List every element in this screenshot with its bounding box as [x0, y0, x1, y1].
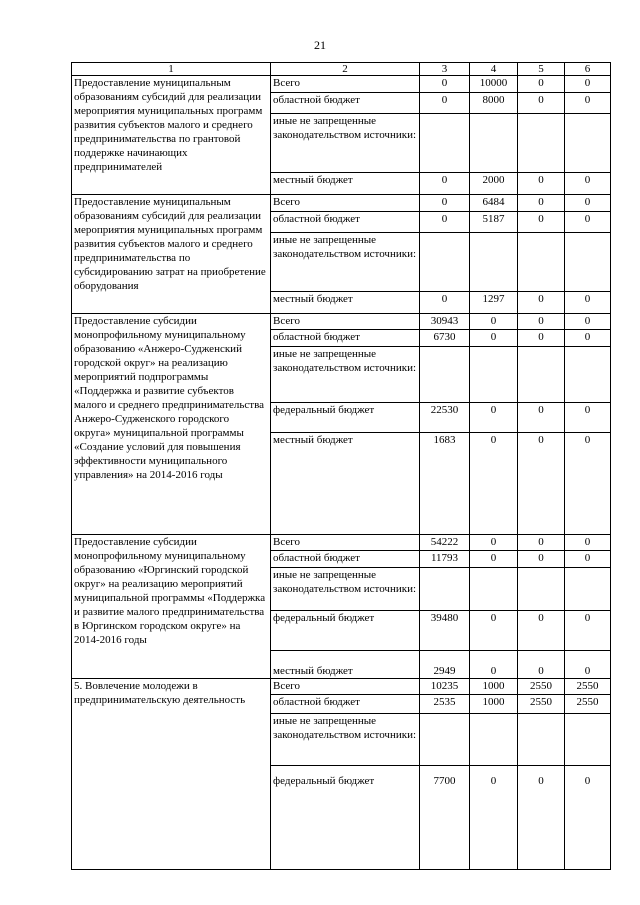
funding-source: местный бюджет — [271, 173, 420, 195]
funding-source: областной бюджет — [271, 93, 420, 114]
funding-source: федеральный бюджет — [271, 611, 420, 651]
table-row — [72, 535, 611, 551]
value-cell: 0 — [518, 403, 565, 433]
value-cell: 0 — [470, 551, 518, 568]
value-cell: 30943 — [420, 314, 470, 330]
table-row — [72, 314, 611, 330]
value-cell — [565, 233, 611, 292]
value-cell — [565, 114, 611, 173]
value-cell: 0 — [518, 766, 565, 870]
value-cell — [420, 568, 470, 611]
value-cell: 0 — [420, 292, 470, 314]
value-cell: 0 — [420, 195, 470, 212]
value-cell: 0 — [565, 93, 611, 114]
value-cell: 0 — [565, 535, 611, 551]
value-cell — [420, 714, 470, 766]
value-cell: 0 — [518, 611, 565, 651]
value-cell: 0 — [565, 651, 611, 679]
value-cell — [518, 233, 565, 292]
header-cell: 6 — [565, 63, 611, 76]
value-cell: 2550 — [565, 679, 611, 695]
budget-table — [71, 62, 611, 870]
funding-source: Всего — [271, 679, 420, 695]
value-cell — [565, 714, 611, 766]
value-cell: 0 — [518, 195, 565, 212]
funding-source: Всего — [271, 314, 420, 330]
value-cell — [518, 114, 565, 173]
value-cell: 2535 — [420, 695, 470, 714]
value-cell — [470, 568, 518, 611]
value-cell: 11793 — [420, 551, 470, 568]
value-cell: 0 — [565, 292, 611, 314]
header-cell: 5 — [518, 63, 565, 76]
value-cell: 0 — [518, 212, 565, 233]
value-cell: 6730 — [420, 330, 470, 347]
value-cell: 0 — [565, 212, 611, 233]
value-cell: 0 — [420, 76, 470, 93]
value-cell: 1000 — [470, 695, 518, 714]
funding-source: Всего — [271, 535, 420, 551]
value-cell: 0 — [470, 330, 518, 347]
value-cell: 0 — [565, 195, 611, 212]
value-cell: 10000 — [470, 76, 518, 93]
funding-source: областной бюджет — [271, 695, 420, 714]
funding-source: иные не запрещенные законодательством источники: — [271, 114, 420, 173]
value-cell: 0 — [565, 433, 611, 535]
activity-name: 5. Вовлечение молодежи в предпринимательскую деятельность — [72, 679, 271, 870]
value-cell: 0 — [420, 173, 470, 195]
value-cell: 2000 — [470, 173, 518, 195]
value-cell: 2550 — [518, 679, 565, 695]
value-cell — [518, 714, 565, 766]
funding-source: местный бюджет — [271, 651, 420, 679]
value-cell — [470, 347, 518, 403]
funding-source: местный бюджет — [271, 433, 420, 535]
value-cell — [565, 347, 611, 403]
value-cell: 0 — [565, 173, 611, 195]
value-cell: 0 — [565, 314, 611, 330]
page-number: 21 — [314, 38, 326, 52]
value-cell — [470, 114, 518, 173]
value-cell: 0 — [565, 330, 611, 347]
value-cell: 0 — [470, 651, 518, 679]
funding-source: областной бюджет — [271, 551, 420, 568]
header-row — [72, 63, 611, 76]
funding-source: иные не запрещенные законодательством источники: — [271, 347, 420, 403]
header-cell: 2 — [271, 63, 420, 76]
value-cell — [420, 114, 470, 173]
table-row — [72, 76, 611, 93]
value-cell: 8000 — [470, 93, 518, 114]
value-cell: 0 — [420, 93, 470, 114]
value-cell: 0 — [470, 766, 518, 870]
value-cell: 0 — [470, 433, 518, 535]
value-cell: 0 — [518, 535, 565, 551]
funding-source: иные не запрещенные законодательством источники: — [271, 714, 420, 766]
value-cell — [565, 568, 611, 611]
value-cell: 0 — [518, 173, 565, 195]
value-cell: 6484 — [470, 195, 518, 212]
funding-source: Всего — [271, 195, 420, 212]
value-cell: 0 — [518, 292, 565, 314]
value-cell: 0 — [565, 403, 611, 433]
funding-source: областной бюджет — [271, 330, 420, 347]
value-cell: 0 — [470, 314, 518, 330]
funding-source: иные не запрещенные законодательством источники: — [271, 568, 420, 611]
value-cell: 5187 — [470, 212, 518, 233]
value-cell — [470, 233, 518, 292]
activity-name: Предоставление субсидии монопрофильному муниципальному образованию «Анжеро-Судженский городской округ» на реализацию мероприятий подпрограммы «Поддержка и развитие субъектов малого и среднего предпринимательства Анжеро-Судженского городского округа» муниципальной программы «Создание условий для повышения эффективности муниципального управления» на 2014-2016 годы — [72, 314, 271, 535]
value-cell: 0 — [565, 766, 611, 870]
value-cell: 0 — [470, 403, 518, 433]
table-row — [72, 679, 611, 695]
value-cell: 1683 — [420, 433, 470, 535]
value-cell: 2550 — [565, 695, 611, 714]
table-row — [72, 195, 611, 212]
value-cell — [518, 568, 565, 611]
funding-source: федеральный бюджет — [271, 766, 420, 870]
value-cell: 2550 — [518, 695, 565, 714]
value-cell: 39480 — [420, 611, 470, 651]
value-cell — [420, 233, 470, 292]
funding-source: федеральный бюджет — [271, 403, 420, 433]
value-cell: 0 — [420, 212, 470, 233]
value-cell: 7700 — [420, 766, 470, 870]
value-cell: 0 — [518, 651, 565, 679]
value-cell: 1000 — [470, 679, 518, 695]
value-cell: 0 — [565, 611, 611, 651]
value-cell: 0 — [470, 611, 518, 651]
value-cell: 0 — [565, 551, 611, 568]
value-cell — [518, 347, 565, 403]
activity-name: Предоставление муниципальным образованиям субсидий для реализации мероприятия муниципальных программ развития субъектов малого и среднего предпринимательства по субсидированию затрат на приобретение оборудования — [72, 195, 271, 314]
header-cell: 1 — [72, 63, 271, 76]
value-cell: 0 — [518, 330, 565, 347]
activity-name: Предоставление субсидии монопрофильному муниципальному образованию «Юргинский городской округ» на реализацию мероприятий муниципальной программы «Поддержка и развитие малого предпринимательства в Юргинском городском округе» на 2014-2016 годы — [72, 535, 271, 679]
value-cell: 54222 — [420, 535, 470, 551]
value-cell: 0 — [518, 551, 565, 568]
value-cell: 2949 — [420, 651, 470, 679]
value-cell: 0 — [518, 314, 565, 330]
header-cell: 3 — [420, 63, 470, 76]
value-cell: 22530 — [420, 403, 470, 433]
value-cell: 0 — [518, 93, 565, 114]
value-cell — [420, 347, 470, 403]
activity-name: Предоставление муниципальным образованиям субсидий для реализации мероприятия муниципальных программ развития субъектов малого и среднего предпринимательства по грантовой поддержке начинающих предпринимателей — [72, 76, 271, 195]
value-cell: 0 — [518, 433, 565, 535]
funding-source: областной бюджет — [271, 212, 420, 233]
header-cell: 4 — [470, 63, 518, 76]
value-cell: 1297 — [470, 292, 518, 314]
value-cell: 0 — [470, 535, 518, 551]
value-cell: 0 — [565, 76, 611, 93]
funding-source: иные не запрещенные законодательством источники: — [271, 233, 420, 292]
value-cell — [470, 714, 518, 766]
funding-source: местный бюджет — [271, 292, 420, 314]
value-cell: 0 — [518, 76, 565, 93]
funding-source: Всего — [271, 76, 420, 93]
value-cell: 10235 — [420, 679, 470, 695]
